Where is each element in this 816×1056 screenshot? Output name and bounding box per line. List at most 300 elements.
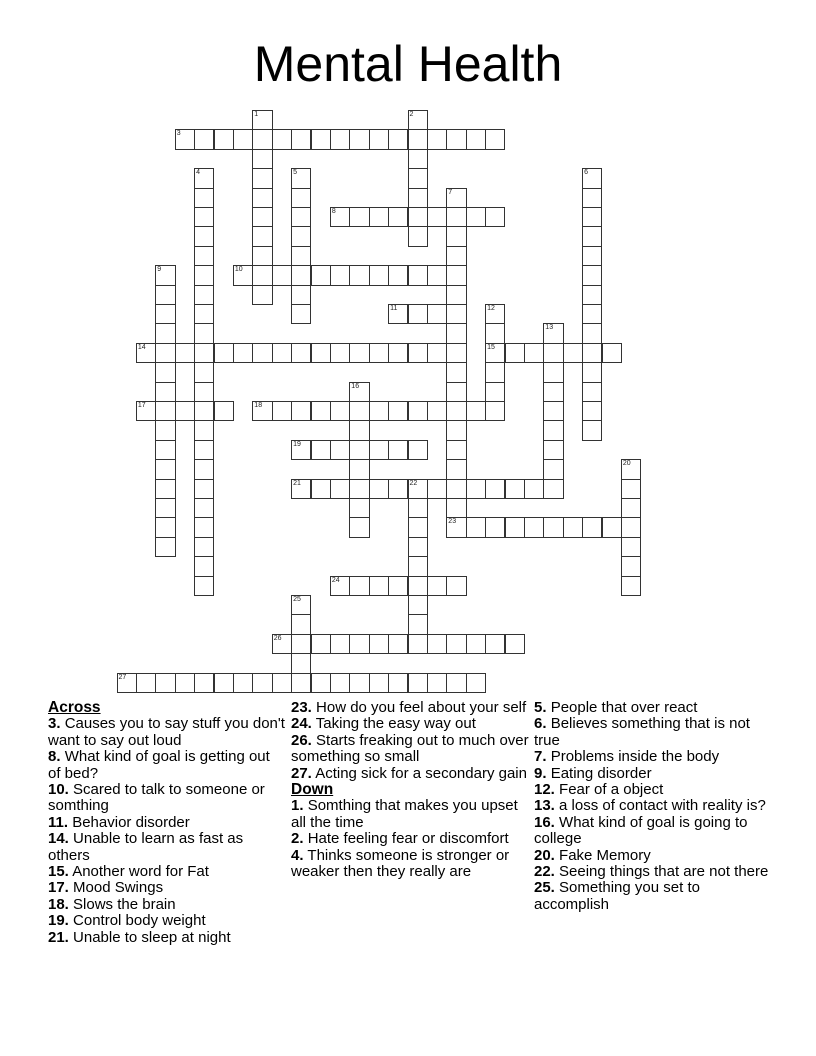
- grid-cell[interactable]: [621, 537, 641, 557]
- clue-number-label: 20.: [534, 846, 555, 864]
- grid-cell[interactable]: [427, 129, 447, 149]
- grid-cell[interactable]: [311, 673, 331, 693]
- grid-cell[interactable]: [291, 595, 311, 615]
- grid-cell[interactable]: [466, 401, 486, 421]
- grid-cell[interactable]: [408, 188, 428, 208]
- grid-cell[interactable]: [194, 537, 214, 557]
- grid-cell[interactable]: [408, 401, 428, 421]
- grid-cell[interactable]: [505, 343, 525, 363]
- grid-cell[interactable]: [194, 362, 214, 382]
- grid-cell[interactable]: [466, 129, 486, 149]
- grid-cell[interactable]: [621, 479, 641, 499]
- grid-cell[interactable]: [543, 343, 563, 363]
- grid-cell[interactable]: [485, 304, 505, 324]
- grid-cell[interactable]: [543, 459, 563, 479]
- grid-cell[interactable]: [427, 401, 447, 421]
- grid-cell[interactable]: [485, 634, 505, 654]
- grid-cell[interactable]: [291, 188, 311, 208]
- grid-cell[interactable]: [388, 440, 408, 460]
- grid-cell[interactable]: [369, 634, 389, 654]
- grid-cell[interactable]: [291, 285, 311, 305]
- clue-column-1: [48, 700, 286, 946]
- grid-cell[interactable]: [408, 343, 428, 363]
- grid-cell[interactable]: [349, 343, 369, 363]
- grid-cell[interactable]: [349, 207, 369, 227]
- grid-cell[interactable]: [369, 576, 389, 596]
- clue-column-3: [534, 700, 772, 913]
- grid-cell[interactable]: [446, 517, 466, 537]
- grid-cell[interactable]: [291, 226, 311, 246]
- grid-cell[interactable]: [427, 304, 447, 324]
- grid-cell[interactable]: [446, 362, 466, 382]
- grid-cell[interactable]: [117, 673, 137, 693]
- grid-cell[interactable]: [408, 517, 428, 537]
- clue-number: 4: [196, 169, 200, 177]
- grid-cell[interactable]: [543, 440, 563, 460]
- grid-cell[interactable]: [291, 634, 311, 654]
- grid-cell[interactable]: [155, 382, 175, 402]
- grid-cell[interactable]: [349, 634, 369, 654]
- grid-cell[interactable]: [602, 343, 622, 363]
- grid-cell[interactable]: [252, 265, 272, 285]
- grid-cell[interactable]: [582, 304, 602, 324]
- grid-cell[interactable]: [194, 285, 214, 305]
- grid-cell[interactable]: [349, 129, 369, 149]
- grid-cell[interactable]: [446, 420, 466, 440]
- grid-cell[interactable]: [446, 246, 466, 266]
- grid-cell[interactable]: [252, 188, 272, 208]
- grid-cell[interactable]: [311, 479, 331, 499]
- grid-cell[interactable]: [505, 479, 525, 499]
- grid-cell[interactable]: [155, 323, 175, 343]
- grid-cell[interactable]: [524, 479, 544, 499]
- grid-cell[interactable]: [485, 343, 505, 363]
- grid-cell[interactable]: [388, 576, 408, 596]
- grid-cell[interactable]: [291, 168, 311, 188]
- clue-text: Starts freaking out to much over something so small: [291, 731, 529, 766]
- grid-cell[interactable]: [252, 149, 272, 169]
- grid-cell[interactable]: [194, 459, 214, 479]
- grid-cell[interactable]: [446, 401, 466, 421]
- grid-cell[interactable]: [408, 634, 428, 654]
- grid-cell[interactable]: [582, 168, 602, 188]
- grid-cell[interactable]: [311, 343, 331, 363]
- grid-cell[interactable]: [505, 634, 525, 654]
- grid-cell[interactable]: [194, 401, 214, 421]
- grid-cell[interactable]: [155, 285, 175, 305]
- grid-cell[interactable]: [446, 323, 466, 343]
- grid-cell[interactable]: [446, 285, 466, 305]
- grid-cell[interactable]: [175, 129, 195, 149]
- grid-cell[interactable]: [311, 401, 331, 421]
- clue-number: 25: [293, 596, 301, 603]
- grid-cell[interactable]: [543, 479, 563, 499]
- clue-number-label: 7.: [534, 748, 547, 766]
- grid-cell[interactable]: [194, 265, 214, 285]
- grid-cell[interactable]: [427, 343, 447, 363]
- grid-cell[interactable]: [252, 246, 272, 266]
- grid-cell[interactable]: [349, 459, 369, 479]
- grid-cell[interactable]: [194, 304, 214, 324]
- grid-cell[interactable]: [408, 226, 428, 246]
- across-clue: [48, 815, 286, 831]
- grid-cell[interactable]: [272, 401, 292, 421]
- grid-cell[interactable]: [563, 517, 583, 537]
- grid-cell[interactable]: [214, 129, 234, 149]
- grid-cell[interactable]: [446, 226, 466, 246]
- grid-cell[interactable]: [330, 207, 350, 227]
- grid-cell[interactable]: [349, 440, 369, 460]
- grid-cell[interactable]: [388, 129, 408, 149]
- grid-cell[interactable]: [311, 440, 331, 460]
- clue-number: 20: [622, 460, 631, 468]
- down-clue: [534, 815, 772, 848]
- clue-number-label: 18.: [48, 895, 69, 913]
- grid-cell[interactable]: [272, 343, 292, 363]
- grid-cell[interactable]: [252, 285, 272, 305]
- grid-cell[interactable]: [194, 556, 214, 576]
- grid-cell[interactable]: [291, 440, 311, 460]
- grid-cell[interactable]: [291, 614, 311, 634]
- grid-cell[interactable]: [291, 653, 311, 673]
- clue-text: Control body weight: [73, 912, 206, 930]
- grid-cell[interactable]: [194, 479, 214, 499]
- grid-cell[interactable]: [194, 246, 214, 266]
- grid-cell[interactable]: [408, 614, 428, 634]
- grid-cell[interactable]: [543, 362, 563, 382]
- grid-cell[interactable]: [388, 673, 408, 693]
- grid-cell[interactable]: [252, 343, 272, 363]
- grid-cell[interactable]: [291, 246, 311, 266]
- grid-cell[interactable]: [563, 343, 583, 363]
- grid-cell[interactable]: [291, 343, 311, 363]
- grid-cell[interactable]: [349, 382, 369, 402]
- grid-cell[interactable]: [543, 323, 563, 343]
- grid-cell[interactable]: [291, 129, 311, 149]
- grid-cell[interactable]: [155, 440, 175, 460]
- grid-cell[interactable]: [582, 382, 602, 402]
- grid-cell[interactable]: [427, 207, 447, 227]
- grid-cell[interactable]: [330, 634, 350, 654]
- grid-cell[interactable]: [349, 420, 369, 440]
- grid-cell[interactable]: [388, 401, 408, 421]
- grid-cell[interactable]: [155, 673, 175, 693]
- grid-cell[interactable]: [194, 226, 214, 246]
- clue-text: Fear of a object: [559, 781, 664, 799]
- grid-cell[interactable]: [466, 207, 486, 227]
- grid-cell[interactable]: [252, 226, 272, 246]
- grid-cell[interactable]: [543, 401, 563, 421]
- grid-cell[interactable]: [408, 149, 428, 169]
- grid-cell[interactable]: [388, 207, 408, 227]
- clue-number: 18: [254, 402, 263, 409]
- clue-number: 11: [390, 305, 398, 312]
- grid-cell[interactable]: [427, 634, 447, 654]
- grid-cell[interactable]: [194, 168, 214, 188]
- grid-cell[interactable]: [408, 556, 428, 576]
- grid-cell[interactable]: [621, 576, 641, 596]
- grid-cell[interactable]: [446, 188, 466, 208]
- grid-cell[interactable]: [214, 343, 234, 363]
- grid-cell[interactable]: [349, 265, 369, 285]
- grid-cell[interactable]: [175, 343, 195, 363]
- grid-cell[interactable]: [233, 343, 253, 363]
- clue-text: Behavior disorder: [72, 813, 190, 831]
- grid-cell[interactable]: [233, 673, 253, 693]
- grid-cell[interactable]: [194, 129, 214, 149]
- grid-cell[interactable]: [194, 420, 214, 440]
- grid-cell[interactable]: [388, 265, 408, 285]
- grid-cell[interactable]: [272, 129, 292, 149]
- grid-cell[interactable]: [194, 517, 214, 537]
- grid-cell[interactable]: [427, 673, 447, 693]
- grid-cell[interactable]: [194, 576, 214, 596]
- grid-cell[interactable]: [446, 479, 466, 499]
- grid-cell[interactable]: [582, 188, 602, 208]
- grid-cell[interactable]: [136, 401, 156, 421]
- grid-cell[interactable]: [194, 343, 214, 363]
- grid-cell[interactable]: [291, 673, 311, 693]
- grid-cell[interactable]: [466, 634, 486, 654]
- across-clue: [48, 864, 286, 880]
- grid-cell[interactable]: [485, 207, 505, 227]
- grid-cell[interactable]: [330, 343, 350, 363]
- grid-cell[interactable]: [543, 382, 563, 402]
- grid-cell[interactable]: [311, 265, 331, 285]
- grid-cell[interactable]: [446, 207, 466, 227]
- clue-number-label: 16.: [534, 813, 555, 831]
- grid-cell[interactable]: [136, 343, 156, 363]
- grid-cell[interactable]: [582, 323, 602, 343]
- grid-cell[interactable]: [582, 246, 602, 266]
- grid-cell[interactable]: [446, 440, 466, 460]
- grid-cell[interactable]: [408, 207, 428, 227]
- grid-cell[interactable]: [446, 265, 466, 285]
- grid-cell[interactable]: [291, 304, 311, 324]
- clue-text: Seeing things that are not there: [559, 863, 769, 881]
- grid-cell[interactable]: [155, 362, 175, 382]
- grid-cell[interactable]: [408, 498, 428, 518]
- grid-cell[interactable]: [543, 420, 563, 440]
- grid-cell[interactable]: [446, 498, 466, 518]
- grid-cell[interactable]: [602, 517, 622, 537]
- grid-cell[interactable]: [233, 129, 253, 149]
- grid-cell[interactable]: [485, 129, 505, 149]
- grid-cell[interactable]: [408, 440, 428, 460]
- grid-cell[interactable]: [136, 673, 156, 693]
- grid-cell[interactable]: [388, 343, 408, 363]
- clue-text: Unable to sleep at night: [73, 928, 231, 946]
- grid-cell[interactable]: [408, 537, 428, 557]
- grid-cell[interactable]: [408, 129, 428, 149]
- grid-cell[interactable]: [214, 673, 234, 693]
- grid-cell[interactable]: [485, 401, 505, 421]
- grid-cell[interactable]: [446, 459, 466, 479]
- grid-cell[interactable]: [175, 673, 195, 693]
- clue-text: Slows the brain: [73, 895, 176, 913]
- grid-cell[interactable]: [408, 168, 428, 188]
- grid-cell[interactable]: [446, 673, 466, 693]
- grid-cell[interactable]: [582, 207, 602, 227]
- grid-cell[interactable]: [466, 673, 486, 693]
- grid-cell[interactable]: [214, 401, 234, 421]
- grid-cell[interactable]: [446, 129, 466, 149]
- grid-cell[interactable]: [330, 129, 350, 149]
- grid-cell[interactable]: [446, 343, 466, 363]
- grid-cell[interactable]: [349, 673, 369, 693]
- grid-cell[interactable]: [582, 226, 602, 246]
- grid-cell[interactable]: [408, 304, 428, 324]
- grid-cell[interactable]: [485, 479, 505, 499]
- grid-cell[interactable]: [582, 420, 602, 440]
- grid-cell[interactable]: [291, 479, 311, 499]
- grid-cell[interactable]: [621, 556, 641, 576]
- grid-cell[interactable]: [349, 576, 369, 596]
- grid-cell[interactable]: [369, 265, 389, 285]
- grid-cell[interactable]: [408, 265, 428, 285]
- grid-cell[interactable]: [330, 265, 350, 285]
- grid-cell[interactable]: [485, 362, 505, 382]
- grid-cell[interactable]: [330, 401, 350, 421]
- grid-cell[interactable]: [485, 323, 505, 343]
- grid-cell[interactable]: [408, 595, 428, 615]
- clue-number: 9: [157, 266, 162, 274]
- grid-cell[interactable]: [582, 362, 602, 382]
- grid-cell[interactable]: [388, 304, 408, 324]
- grid-cell[interactable]: [272, 673, 292, 693]
- grid-cell[interactable]: [155, 498, 175, 518]
- grid-cell[interactable]: [194, 188, 214, 208]
- grid-cell[interactable]: [155, 537, 175, 557]
- grid-cell[interactable]: [252, 110, 272, 130]
- clue-number: 7: [448, 188, 453, 196]
- grid-cell[interactable]: [252, 401, 272, 421]
- grid-cell[interactable]: [466, 517, 486, 537]
- grid-cell[interactable]: [369, 673, 389, 693]
- grid-cell[interactable]: [524, 343, 544, 363]
- grid-cell[interactable]: [582, 401, 602, 421]
- grid-cell[interactable]: [291, 265, 311, 285]
- grid-cell[interactable]: [388, 479, 408, 499]
- grid-cell[interactable]: [446, 634, 466, 654]
- grid-cell[interactable]: [427, 576, 447, 596]
- clue-number: 6: [584, 169, 588, 177]
- grid-cell[interactable]: [582, 517, 602, 537]
- grid-cell[interactable]: [582, 285, 602, 305]
- grid-cell[interactable]: [155, 343, 175, 363]
- grid-cell[interactable]: [330, 440, 350, 460]
- grid-cell[interactable]: [369, 343, 389, 363]
- clue-number-label: 9.: [534, 764, 547, 782]
- grid-cell[interactable]: [369, 207, 389, 227]
- down-clue: [534, 749, 772, 765]
- down-clue: [534, 766, 772, 782]
- grid-cell[interactable]: [485, 517, 505, 537]
- clue-number-label: 27.: [291, 764, 312, 782]
- grid-cell[interactable]: [252, 207, 272, 227]
- grid-cell[interactable]: [194, 207, 214, 227]
- grid-cell[interactable]: [272, 265, 292, 285]
- grid-cell[interactable]: [155, 517, 175, 537]
- grid-cell[interactable]: [446, 304, 466, 324]
- grid-cell[interactable]: [330, 479, 350, 499]
- clue-number: 23: [448, 518, 457, 526]
- grid-cell[interactable]: [349, 498, 369, 518]
- grid-cell[interactable]: [155, 459, 175, 479]
- grid-cell[interactable]: [155, 265, 175, 285]
- grid-cell[interactable]: [175, 401, 195, 421]
- grid-cell[interactable]: [408, 479, 428, 499]
- grid-cell[interactable]: [155, 420, 175, 440]
- grid-cell[interactable]: [582, 265, 602, 285]
- grid-cell[interactable]: [349, 517, 369, 537]
- clue-number: 17: [137, 402, 146, 409]
- grid-cell[interactable]: [194, 498, 214, 518]
- grid-cell[interactable]: [388, 634, 408, 654]
- grid-cell[interactable]: [155, 479, 175, 499]
- grid-cell[interactable]: [524, 517, 544, 537]
- grid-cell[interactable]: [194, 382, 214, 402]
- grid-cell[interactable]: [194, 440, 214, 460]
- grid-cell[interactable]: [427, 479, 447, 499]
- grid-cell[interactable]: [252, 168, 272, 188]
- grid-cell[interactable]: [505, 517, 525, 537]
- grid-cell[interactable]: [291, 401, 311, 421]
- grid-cell[interactable]: [621, 459, 641, 479]
- grid-cell[interactable]: [408, 576, 428, 596]
- across-clue: [48, 831, 286, 864]
- grid-cell[interactable]: [369, 440, 389, 460]
- grid-cell[interactable]: [485, 382, 505, 402]
- grid-cell[interactable]: [621, 517, 641, 537]
- grid-cell[interactable]: [369, 479, 389, 499]
- grid-cell[interactable]: [330, 673, 350, 693]
- grid-cell[interactable]: [194, 323, 214, 343]
- grid-cell[interactable]: [155, 304, 175, 324]
- clue-number: 22: [409, 479, 418, 487]
- grid-cell[interactable]: [543, 517, 563, 537]
- grid-cell[interactable]: [194, 673, 214, 693]
- grid-cell[interactable]: [369, 401, 389, 421]
- grid-cell[interactable]: [252, 129, 272, 149]
- grid-cell[interactable]: [311, 129, 331, 149]
- grid-cell[interactable]: [408, 673, 428, 693]
- grid-cell[interactable]: [427, 265, 447, 285]
- grid-cell[interactable]: [466, 479, 486, 499]
- clue-text: People that over react: [550, 699, 698, 716]
- grid-cell[interactable]: [291, 207, 311, 227]
- grid-cell[interactable]: [369, 129, 389, 149]
- clue-number-label: 5.: [534, 699, 547, 716]
- grid-cell[interactable]: [252, 673, 272, 693]
- grid-cell[interactable]: [446, 382, 466, 402]
- grid-cell[interactable]: [155, 401, 175, 421]
- grid-cell[interactable]: [349, 401, 369, 421]
- grid-cell[interactable]: [408, 110, 428, 130]
- down-clue: [534, 848, 772, 864]
- grid-cell[interactable]: [446, 576, 466, 596]
- grid-cell[interactable]: [582, 343, 602, 363]
- grid-cell[interactable]: [272, 634, 292, 654]
- grid-cell[interactable]: [621, 498, 641, 518]
- grid-cell[interactable]: [349, 479, 369, 499]
- grid-cell[interactable]: [233, 265, 253, 285]
- grid-cell[interactable]: [311, 634, 331, 654]
- clue-number-label: 10.: [48, 781, 69, 799]
- clue-number-label: 22.: [534, 863, 555, 881]
- clue-number-label: 13.: [534, 797, 555, 815]
- grid-cell[interactable]: [330, 576, 350, 596]
